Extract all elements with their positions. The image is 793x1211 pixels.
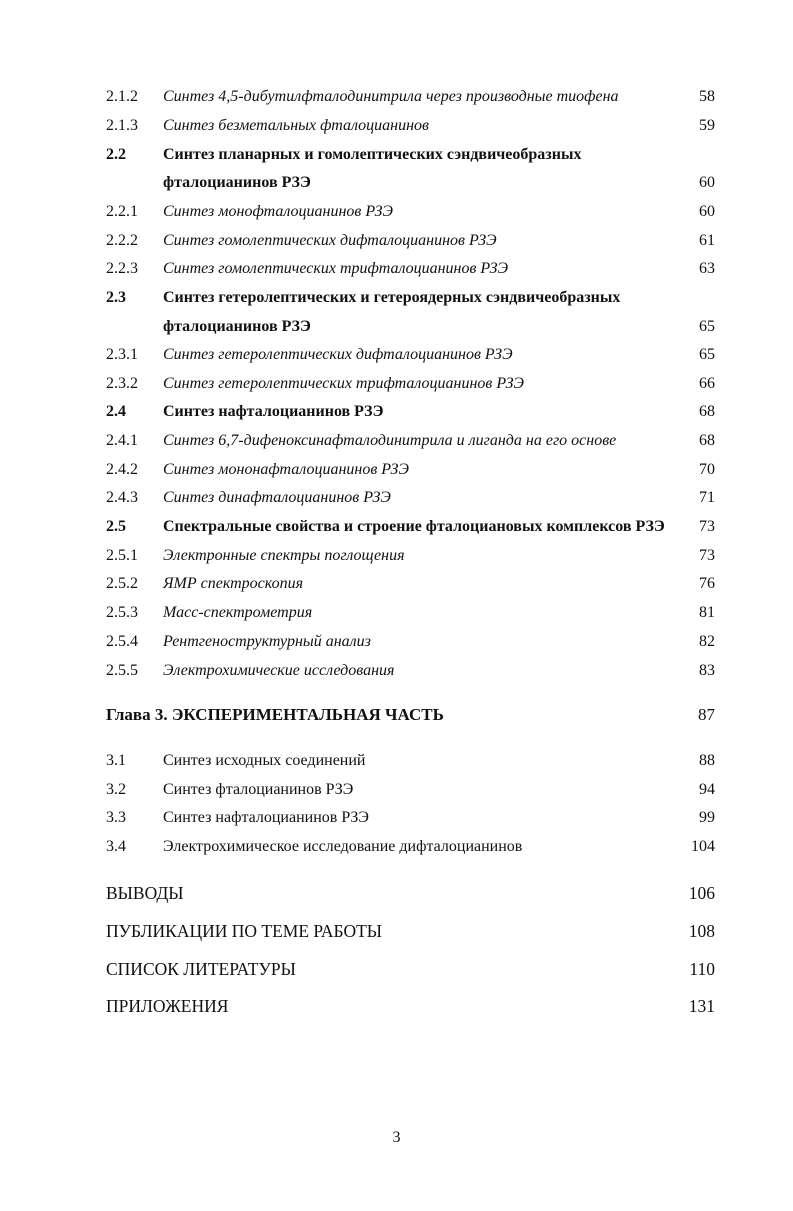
toc-entry-number: 2.1.2 xyxy=(106,88,138,105)
toc-section-page: 73 xyxy=(699,518,715,535)
toc-entry-title: Синтез 6,7-дифеноксинафталодинитрила и лиганда на его основе xyxy=(163,432,617,449)
toc-entry-page: 88 xyxy=(699,752,715,769)
toc-entry-number: 2.4.3 xyxy=(106,489,138,506)
toc-entry-title: ЯМР спектроскопия xyxy=(163,575,304,592)
toc-section-title-line1: Синтез планарных и гомолептических сэндвичеобразных xyxy=(163,146,582,163)
toc-section xyxy=(0,399,793,425)
toc-entry-number: 2.2.1 xyxy=(106,203,138,220)
toc-section-title: Синтез нафталоцианинов РЗЭ xyxy=(163,403,384,420)
toc-entry-page: 59 xyxy=(699,117,715,134)
toc-entry xyxy=(0,199,793,225)
toc-entry-page: 68 xyxy=(699,432,715,449)
toc-entry-page: 61 xyxy=(699,232,715,249)
toc-back-matter-references xyxy=(0,955,793,983)
toc-entry xyxy=(0,805,793,831)
toc-back-matter-page: 106 xyxy=(688,883,715,903)
toc-entry xyxy=(0,658,793,684)
toc-chapter xyxy=(0,701,793,729)
toc-entry-title: Синтез мононафталоцианинов РЗЭ xyxy=(163,461,409,478)
toc-entry-page: 65 xyxy=(699,346,715,363)
toc-entry-number: 2.3.2 xyxy=(106,375,138,392)
toc-entry-page: 76 xyxy=(699,575,715,592)
toc-section-title: Спектральные свойства и строение фталоциановых комплексов РЗЭ xyxy=(163,518,665,535)
toc-entry-title: Синтез монофталоцианинов РЗЭ xyxy=(163,203,393,220)
toc-entry-page: 94 xyxy=(699,781,715,798)
toc-section-number: 2.5 xyxy=(106,518,126,535)
toc-entry-page: 71 xyxy=(699,489,715,506)
toc-entry-number: 2.2.3 xyxy=(106,260,138,277)
toc-entry-page: 81 xyxy=(699,604,715,621)
toc-entry-title: Синтез фталоцианинов РЗЭ xyxy=(163,781,354,798)
toc-section xyxy=(0,285,793,311)
toc-entry xyxy=(0,457,793,483)
toc-section-title-line1: Синтез гетеролептических и гетероядерных сэндвичеобразных xyxy=(163,289,621,306)
toc-entry-title: Синтез нафталоцианинов РЗЭ xyxy=(163,809,369,826)
toc-entry-page: 73 xyxy=(699,547,715,564)
toc-entry-page: 60 xyxy=(699,203,715,220)
toc-entry-title: Синтез динафталоцианинов РЗЭ xyxy=(163,489,391,506)
toc-back-matter-publications xyxy=(0,917,793,945)
toc-entry-number: 2.5.4 xyxy=(106,633,138,650)
toc-entry-number: 2.5.3 xyxy=(106,604,138,621)
toc-entry xyxy=(0,342,793,368)
toc-entry-page: 99 xyxy=(699,809,715,826)
toc-section-page: 68 xyxy=(699,403,715,420)
toc-entry xyxy=(0,256,793,282)
toc-entry-page: 66 xyxy=(699,375,715,392)
toc-section xyxy=(0,142,793,168)
toc-entry-number: 2.4.2 xyxy=(106,461,138,478)
toc-entry xyxy=(0,428,793,454)
toc-entry-number: 3.1 xyxy=(106,752,126,769)
toc-back-matter-appendices xyxy=(0,992,793,1020)
toc-entry xyxy=(0,571,793,597)
toc-entry xyxy=(0,543,793,569)
toc-section-title-line2: фталоцианинов РЗЭ xyxy=(163,174,311,191)
toc-entry xyxy=(0,629,793,655)
toc-entry xyxy=(0,371,793,397)
toc-entry-title: Синтез гетеролептических дифталоцианинов РЗЭ xyxy=(163,346,513,363)
toc-entry xyxy=(0,600,793,626)
toc-back-matter-title: ПУБЛИКАЦИИ ПО ТЕМЕ РАБОТЫ xyxy=(106,921,383,941)
toc-section-page: 60 xyxy=(699,174,715,191)
toc-entry-page: 104 xyxy=(691,838,715,855)
toc-entry-title: Синтез гетеролептических трифталоцианинов РЗЭ xyxy=(163,375,525,392)
toc-entry-title: Синтез гомолептических дифталоцианинов РЗЭ xyxy=(163,232,497,249)
toc-section-continuation xyxy=(0,170,793,196)
toc-entry xyxy=(0,84,793,110)
toc-entry-title: Рентгеноструктурный анализ xyxy=(163,633,371,650)
toc-entry-title: Синтез 4,5-дибутилфталодинитрила через производные тиофена xyxy=(163,88,619,105)
toc-entry-page: 83 xyxy=(699,662,715,679)
toc-back-matter-page: 110 xyxy=(689,959,715,979)
toc-entry-title: Электрохимическое исследование дифталоцианинов xyxy=(163,838,523,855)
toc-entry-number: 2.4.1 xyxy=(106,432,138,449)
toc-entry-title: Масс-спектрометрия xyxy=(163,604,313,621)
toc-section-number: 2.3 xyxy=(106,289,126,306)
toc-back-matter-title: ПРИЛОЖЕНИЯ xyxy=(106,996,229,1016)
toc-section-title-line2: фталоцианинов РЗЭ xyxy=(163,318,311,335)
toc-entry-title: Синтез исходных соединений xyxy=(163,752,366,769)
toc-entry-number: 2.1.3 xyxy=(106,117,138,134)
toc-entry-number: 2.5.5 xyxy=(106,662,138,679)
toc-entry-page: 58 xyxy=(699,88,715,105)
toc-section xyxy=(0,514,793,540)
toc-entry-number: 3.4 xyxy=(106,838,126,855)
toc-entry xyxy=(0,748,793,774)
toc-entry-number: 2.3.1 xyxy=(106,346,138,363)
toc-chapter-title: Глава 3. ЭКСПЕРИМЕНТАЛЬНАЯ ЧАСТЬ xyxy=(106,705,444,724)
toc-section-number: 2.2 xyxy=(106,146,126,163)
toc-entry-title: Электронные спектры поглощения xyxy=(163,547,405,564)
toc-entry-page: 70 xyxy=(699,461,715,478)
toc-entry xyxy=(0,485,793,511)
toc-entry-title: Синтез безметальных фталоцианинов xyxy=(163,117,429,134)
toc-entry-number: 2.5.1 xyxy=(106,547,138,564)
toc-back-matter-title: ВЫВОДЫ xyxy=(106,883,184,903)
toc-entry xyxy=(0,777,793,803)
toc-entry-number: 3.2 xyxy=(106,781,126,798)
page-number: 3 xyxy=(392,1129,401,1146)
toc-entry-title: Синтез гомолептических трифталоцианинов РЗЭ xyxy=(163,260,509,277)
toc-back-matter-page: 131 xyxy=(688,996,715,1016)
toc-entry-page: 63 xyxy=(699,260,715,277)
toc-entry xyxy=(0,228,793,254)
toc-chapter-page: 87 xyxy=(698,705,715,724)
toc-section-number: 2.4 xyxy=(106,403,126,420)
toc-section-continuation xyxy=(0,314,793,340)
toc-entry xyxy=(0,113,793,139)
toc-entry xyxy=(0,834,793,860)
toc-back-matter-page: 108 xyxy=(688,921,715,941)
toc-back-matter-title: СПИСОК ЛИТЕРАТУРЫ xyxy=(106,959,296,979)
toc-entry-title: Электрохимические исследования xyxy=(163,662,395,679)
toc-back-matter-conclusions xyxy=(0,879,793,907)
toc-entry-number: 3.3 xyxy=(106,809,126,826)
toc-section-page: 65 xyxy=(699,318,715,335)
toc-entry-number: 2.2.2 xyxy=(106,232,138,249)
toc-entry-number: 2.5.2 xyxy=(106,575,138,592)
toc-entry-page: 82 xyxy=(699,633,715,650)
